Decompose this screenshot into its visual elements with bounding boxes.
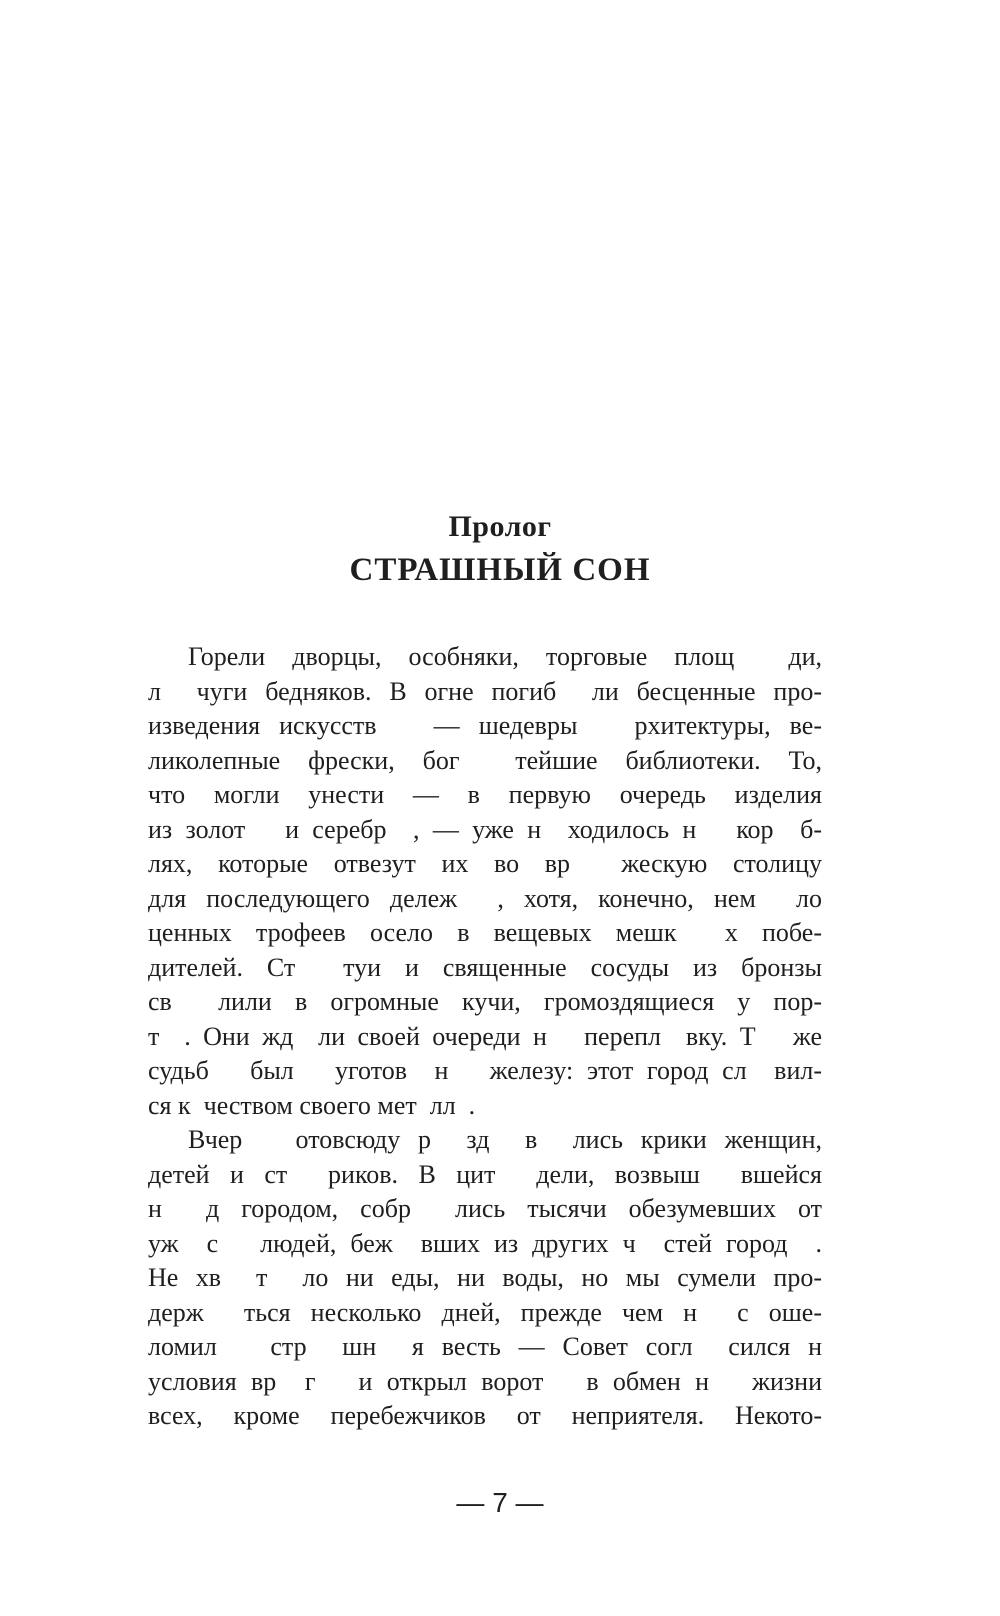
- paragraph-1: [148, 640, 822, 1123]
- text-line: св лили в огромные кучи, громоздящиеся у пор-: [148, 987, 822, 1016]
- text-line: держ ться несколько дней, прежде чем н с ошe-: [148, 1297, 822, 1327]
- text-line: уж с людей, беж вших из других ч стей город .: [148, 1228, 822, 1258]
- text-line: Горели дворцы, особняки, торговые площ ди,: [188, 642, 822, 671]
- text-line: лях, которые отвезут их во вр жескую столицу: [148, 849, 822, 878]
- text-line: ся к чеством своего мет лл .: [148, 1090, 476, 1120]
- text-line: Вчер отовсюду р зд в лись крики женщин,: [188, 1125, 822, 1154]
- text-line: т . Они жд ли своей очереди н перепл вку. Т же: [148, 1021, 822, 1051]
- chapter-title: СТРАШНЫЙ СОН: [349, 552, 651, 588]
- text-line: что могли унести — в первую очередь изделия: [148, 780, 822, 809]
- text-line: ценных трофеев осело в вещевых мешк х побе-: [148, 918, 822, 947]
- text-line: судьб был уготов н железу: этот город сл вил-: [148, 1056, 822, 1085]
- text-line: детей и ст риков. В цит дели, возвыш вшейся: [148, 1159, 822, 1189]
- text-line: н д городом, собр лись тысячи обезумевших от: [148, 1194, 822, 1223]
- text-line: дителей. Ст туи и священные сосуды из бронзы: [148, 952, 822, 982]
- text-line: изведения искусств — шедевры рхитектуры, ве-: [148, 711, 822, 740]
- text-line: ломил стр шн я весть — Совет согл сился н: [148, 1332, 822, 1361]
- body-text: [148, 640, 822, 1434]
- text-line: ликолепные фрески, бог тейшие библиотеки. То,: [148, 745, 822, 775]
- text-line: л чуги бедняков. В огне погиб ли бесценные про-: [148, 676, 822, 706]
- text-line: из золот и серебр , — уже н ходилось н кор б-: [148, 814, 822, 844]
- text-line: условия вр г и открыл ворот в обмен н жизни: [148, 1366, 822, 1396]
- paragraph-2: [148, 1123, 822, 1434]
- text-line: для последующего дележ , хотя, конечно, нем ло: [148, 883, 822, 913]
- text-line: Не хв т ло ни еды, ни воды, но мы сумели про-: [148, 1263, 822, 1292]
- page-number: — 7 —: [456, 1487, 544, 1518]
- text-line: всех, кроме перебежчиков от неприятеля. Некото-: [148, 1401, 822, 1430]
- section-label: Пролог: [448, 510, 552, 543]
